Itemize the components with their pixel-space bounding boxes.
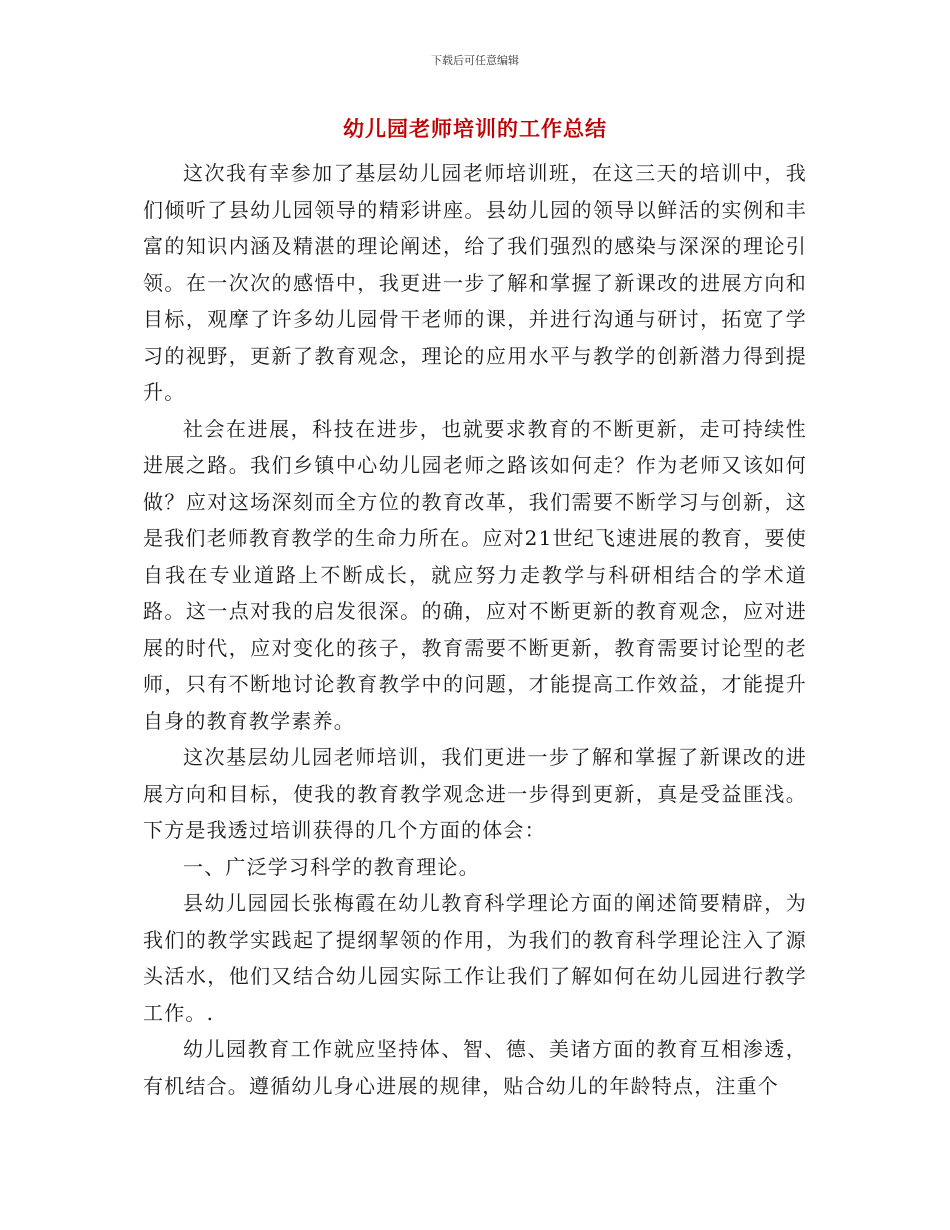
document-title: 幼儿园老师培训的工作总结 <box>343 117 607 141</box>
paragraph-3: 这次基层幼儿园老师培训，我们更进一步了解和掌握了新课改的进展方向和目标，使我的教育教学观念进一步得到更新，真是受益匪浅。下方是我透过培训获得的几个方面的体会： <box>143 745 807 842</box>
paragraph-1: 这次我有幸参加了基层幼儿园老师培训班，在这三天的培训中，我们倾听了县幼儿园领导的精彩讲座。县幼儿园的领导以鲜活的实例和丰富的知识内涵及精湛的理论阐述，给了我们强烈的感染与深深的理论引领。在一次次的感悟中，我更进一步了解和掌握了新课改的进展方向和目标，观摩了许多幼儿园骨干老师的课，并进行沟通与研讨，拓宽了学习的视野，更新了教育观念，理论的应用水平与教学的创新潜力得到提升。 <box>143 161 807 404</box>
page-header-note: 下载后可任意编辑 <box>431 54 519 67</box>
section-heading-1: 一、广泛学习科学的教育理论。 <box>183 854 480 879</box>
paragraph-2: 社会在进展，科技在进步，也就要求教育的不断更新，走可持续性进展之路。我们乡镇中心幼儿园老师之路该如何走？作为老师又该如何做？应对这场深刻而全方位的教育改革，我们需要不断学习与创新，这是我们老师教育教学的生命力所在。应对21世纪飞速进展的教育，要使自我在专业道路上不断成长，就应努力走教学与科研相结合的学术道路。这一点对我的启发很深。的确，应对不断更新的教育观念，应对进展的时代，应对变化的孩子，教育需要不断更新，教育需要讨论型的老师，只有不断地讨论教育教学中的问题，才能提高工作效益，才能提升自身的教育教学素养。 <box>143 416 807 733</box>
paragraph-5: 幼儿园教育工作就应坚持体、智、德、美诸方面的教育互相渗透，有机结合。遵循幼儿身心进展的规律，贴合幼儿的年龄特点，注重个 <box>143 1037 807 1098</box>
document-body <box>143 155 807 1104</box>
paragraph-4: 县幼儿园园长张梅霞在幼儿教育科学理论方面的阐述简要精辟，为我们的教学实践起了提纲挈领的作用，为我们的教育科学理论注入了源头活水，他们又结合幼儿园实际工作让我们了解如何在幼儿园进行教学工作。. <box>143 891 807 1025</box>
